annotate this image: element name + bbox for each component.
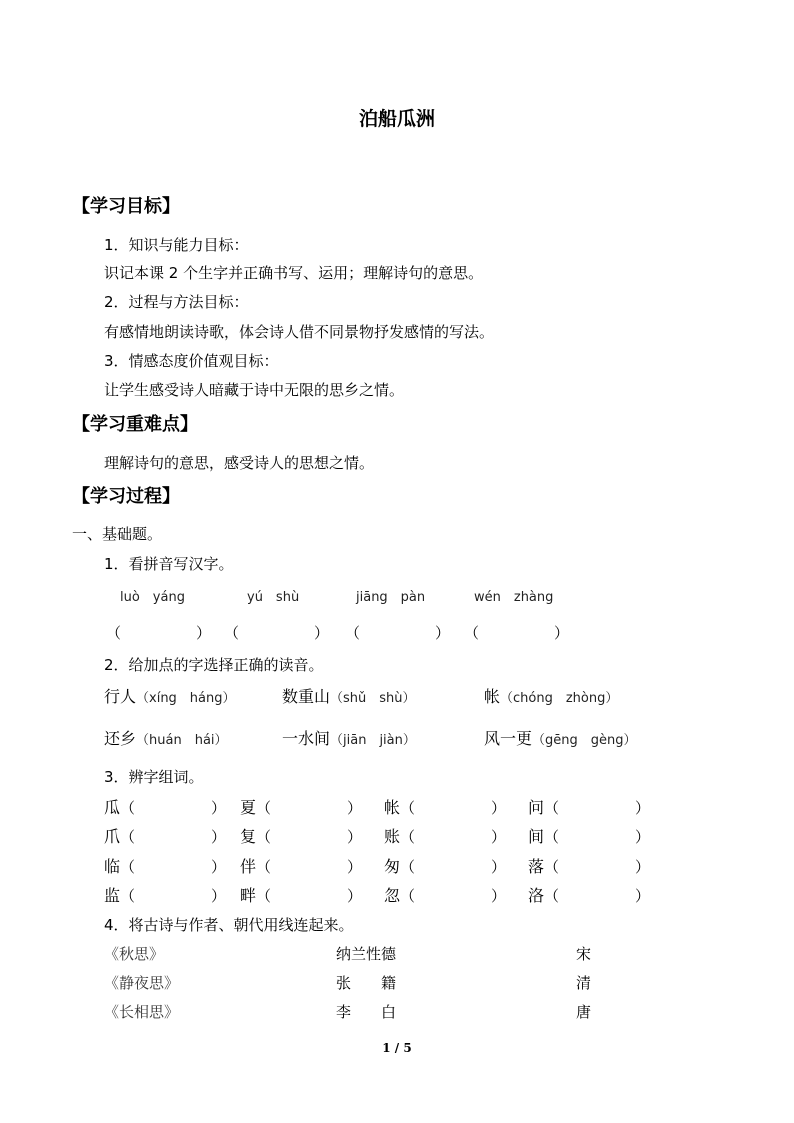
q3-cell [240,883,362,906]
q3-char: 洛 [528,886,545,905]
q3-char: 忽 [384,886,401,905]
q3-cell [104,854,226,877]
section-basic: 一、基础题。 [72,525,163,543]
q3-cell [104,795,226,818]
left-paren: （ [256,828,272,846]
q3-char: 间 [528,827,545,846]
q3-char: 爪 [104,827,121,846]
objective-line: 让学生感受诗人暗藏于诗中无限的思乡之情。 [104,381,405,399]
q2-pinyin: （shǔ shù） [330,691,416,706]
q3-char: 监 [104,886,121,905]
right-paren: ） [347,858,363,876]
q3-label: 3．辨字组词。 [104,768,204,786]
q1-pinyin: jiāng pàn [356,590,426,605]
q2-word: 风一更 [484,729,533,748]
q4-poem[interactable]: 《秋思》 [104,945,165,963]
q3-cell [240,795,362,818]
objective-line: 3．情感态度价值观目标： [104,352,279,370]
q3-char: 帐 [384,798,401,817]
q3-blank[interactable] [400,856,506,877]
q4-poem[interactable]: 《长相思》 [104,1003,180,1021]
objectives-heading: 【学习目标】 [72,196,180,217]
q3-blank[interactable] [256,885,362,906]
left-paren: （ [400,828,416,846]
q1-blank[interactable]: （ ） [106,624,212,642]
q3-char: 复 [240,827,257,846]
left-paren: （ [544,799,560,817]
left-paren: （ [120,858,136,876]
q3-char: 问 [528,798,545,817]
q2-item [484,726,637,749]
page-number: 1 / 5 [382,1041,412,1055]
left-paren: （ [544,887,560,905]
q2-pinyin: （gēng gèng） [532,733,637,748]
q3-char: 夏 [240,798,257,817]
left-paren: （ [544,828,560,846]
q2-label: 2．给加点的字选择正确的读音。 [104,656,324,674]
q3-char: 账 [384,827,401,846]
q3-cell [528,824,650,847]
q3-blank[interactable] [544,885,650,906]
q3-char: 伴 [240,857,257,876]
q3-cell [384,824,506,847]
key-points-text: 理解诗句的意思，感受诗人的思想之情。 [104,454,375,472]
q3-blank[interactable] [120,885,226,906]
objective-line: 2．过程与方法目标： [104,293,249,311]
q3-cell [528,795,650,818]
q3-cell [240,854,362,877]
q3-char: 瓜 [104,798,121,817]
q3-char: 畔 [240,886,257,905]
q1-label: 1．看拼音写汉字。 [104,555,234,573]
right-paren: ） [347,799,363,817]
right-paren: ） [491,799,507,817]
q4-author[interactable]: 纳兰性德 [336,945,397,963]
q3-cell [104,883,226,906]
q3-char: 落 [528,857,545,876]
q3-blank[interactable] [400,826,506,847]
q4-dynasty[interactable]: 唐 [576,1003,592,1021]
q2-pinyin: （xíng háng） [136,691,236,706]
q2-word: 帐 [484,687,501,706]
key-points-heading: 【学习重难点】 [72,414,198,435]
left-paren: （ [256,887,272,905]
process-heading: 【学习过程】 [72,486,180,507]
q3-blank[interactable] [120,856,226,877]
right-paren: ） [635,887,651,905]
left-paren: （ [120,799,136,817]
q3-cell [528,883,650,906]
q3-cell [384,854,506,877]
q4-dynasty[interactable]: 清 [576,974,592,992]
left-paren: （ [544,858,560,876]
q4-author[interactable]: 李 白 [336,1003,397,1021]
q1-blank[interactable]: （ ） [464,624,570,642]
q4-label: 4．将古诗与作者、朝代用线连起来。 [104,916,354,934]
q2-item [484,684,618,707]
q2-word: 行人 [104,687,137,706]
right-paren: ） [211,799,227,817]
right-paren: ） [491,858,507,876]
q1-pinyin: wén zhàng [474,590,554,605]
q3-cell [528,854,650,877]
q2-pinyin: （huán hái） [136,733,228,748]
q3-blank[interactable] [400,797,506,818]
q3-blank[interactable] [256,826,362,847]
q4-poem[interactable]: 《静夜思》 [104,974,180,992]
q2-word: 还乡 [104,729,137,748]
page-title: 泊船瓜洲 [358,108,435,130]
left-paren: （ [120,887,136,905]
q1-blank[interactable]: （ ） [224,624,330,642]
q4-author[interactable]: 张 籍 [336,974,397,992]
right-paren: ） [491,887,507,905]
right-paren: ） [347,887,363,905]
q3-char: 匆 [384,857,401,876]
q2-pinyin: （chóng zhòng） [500,691,619,706]
q1-pinyin: luò yáng [120,590,185,605]
right-paren: ） [211,887,227,905]
q3-blank[interactable] [120,797,226,818]
q3-blank[interactable] [544,856,650,877]
objective-line: 识记本课 2 个生字并正确书写、运用；理解诗句的意思。 [104,264,484,282]
q2-word: 数重山 [282,687,331,706]
q2-pinyin: （jiān jiàn） [330,733,416,748]
left-paren: （ [400,887,416,905]
q3-blank[interactable] [544,797,650,818]
q3-char: 临 [104,857,121,876]
q2-item [104,726,228,749]
q2-item [282,726,416,749]
q3-cell [104,824,226,847]
q3-blank[interactable] [120,826,226,847]
q3-blank[interactable] [544,826,650,847]
right-paren: ） [211,828,227,846]
q3-cell [240,824,362,847]
left-paren: （ [256,799,272,817]
q1-blank[interactable]: （ ） [345,624,451,642]
q3-blank[interactable] [256,856,362,877]
q2-word: 一水间 [282,729,331,748]
left-paren: （ [400,858,416,876]
objective-line: 有感情地朗读诗歌，体会诗人借不同景物抒发感情的写法。 [104,323,495,341]
q4-dynasty[interactable]: 宋 [576,945,592,963]
q3-cell [384,883,506,906]
right-paren: ） [491,828,507,846]
left-paren: （ [120,828,136,846]
q3-cell [384,795,506,818]
left-paren: （ [256,858,272,876]
q2-item [282,684,416,707]
q1-pinyin: yú shù [247,590,300,605]
right-paren: ） [211,858,227,876]
q3-blank[interactable] [400,885,506,906]
left-paren: （ [400,799,416,817]
right-paren: ） [347,828,363,846]
right-paren: ） [635,858,651,876]
right-paren: ） [635,799,651,817]
q2-item [104,684,236,707]
objective-line: 1．知识与能力目标： [104,236,249,254]
q3-blank[interactable] [256,797,362,818]
right-paren: ） [635,828,651,846]
